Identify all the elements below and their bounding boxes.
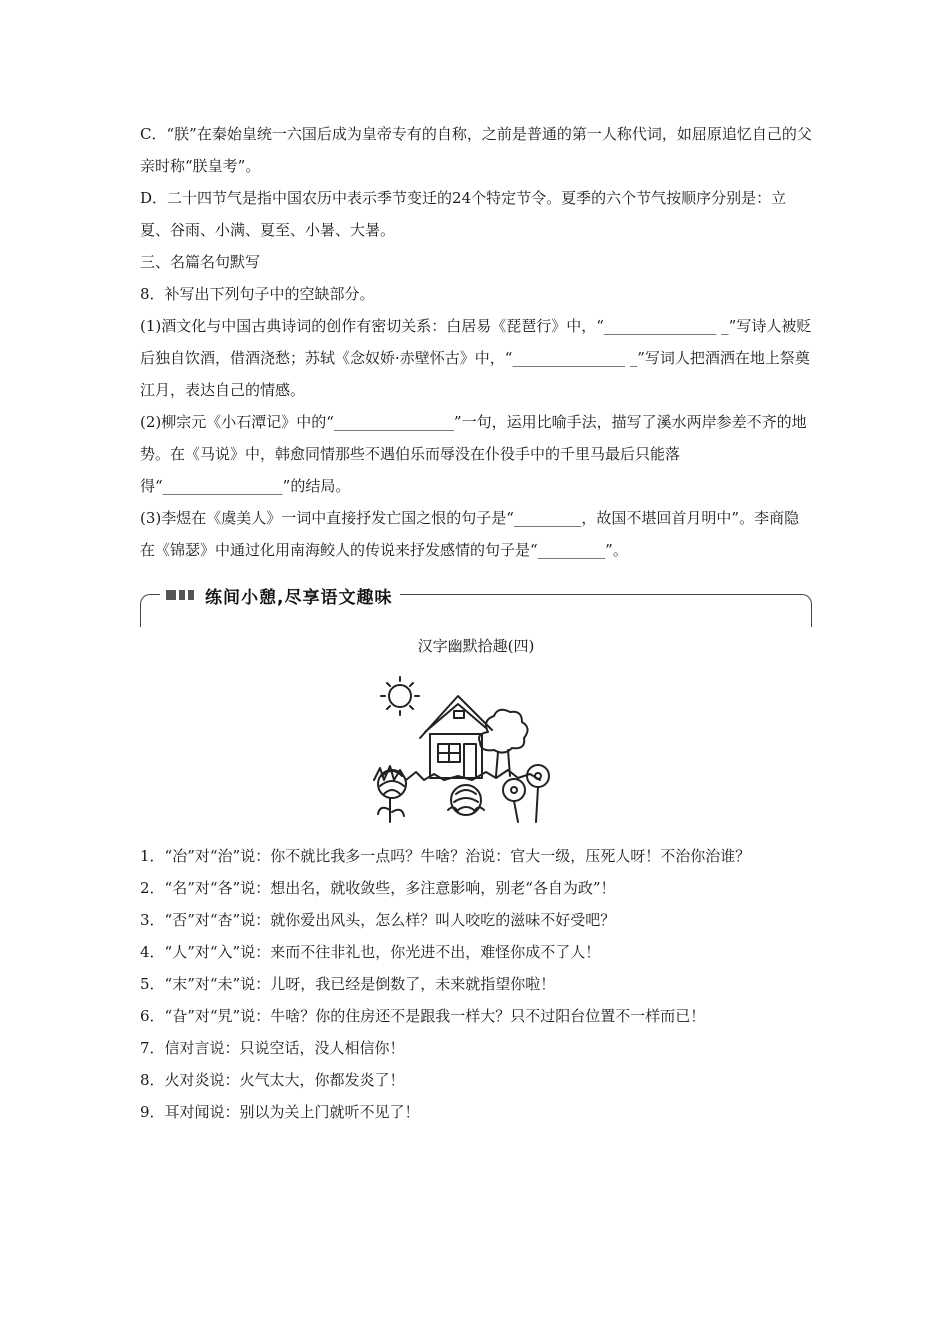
list-item: 8．火对炎说：火气太大，你都发炎了！ — [140, 1071, 405, 1089]
flower-icon — [378, 770, 406, 822]
section-title: 三、名篇名句默写 — [140, 253, 261, 271]
tree-icon — [479, 710, 528, 776]
banner-title: 练间小憩,尽享语文趣味 — [205, 587, 393, 608]
list-item: 2．“名”对“各”说：想出名，就收敛些，多注意影响，别老“各自为政”！ — [140, 879, 616, 897]
house-icon — [420, 696, 492, 778]
banner-heading — [160, 582, 400, 608]
list-item: 6．“旮”对“旯”说：牛啥？你的住房还不是跟我一样大？只不过阳台位置不一样而已！ — [140, 1007, 706, 1025]
question-8: 8．补写出下列句子中的空缺部分。 — [140, 285, 375, 303]
question-8-item-3: (3)李煜在《虞美人》一词中直接抒发亡国之恨的句子是“_________，故国不堪回首月明中”。李商隐在《锦瑟》中通过化用南海鲛人的传说来抒发感情的句子是“_________”。 — [140, 509, 800, 559]
list-item: 9．耳对闻说：别以为关上门就听不见了！ — [140, 1103, 420, 1121]
article-title: 汉字幽默拾趣(四) — [417, 637, 535, 655]
sun-icon — [381, 677, 419, 715]
option-d: D．二十四节气是指中国农历中表示季节变迁的24个特定节令。夏季的六个节气按顺序分别是：立夏、谷雨、小满、夏至、小暑、大暑。 — [140, 189, 787, 239]
list-item: 7．信对言说：只说空话，没人相信你！ — [140, 1039, 405, 1057]
section-banner — [140, 582, 812, 628]
list-item: 5．“末”对“未”说：儿呀，我已经是倒数了，未来就指望你啦！ — [140, 975, 556, 993]
question-8-item-2: (2)柳宗元《小石潭记》中的“________________”一句，运用比喻手法，描写了溪水两岸参差不齐的地势。在《马说》中，韩愈同情那些不遇伯乐而辱没在仆役手中的千里马最后只能落得“________________”的结局。 — [140, 413, 807, 495]
jokes-list — [140, 840, 812, 1128]
house-sun-flowers-illustration — [368, 672, 568, 838]
list-item: 4．“人”对“入”说：来而不往非礼也，你光进不出，难怪你成不了人！ — [140, 943, 601, 961]
list-item: 1．“冶”对“治”说：你不就比我多一点吗？牛啥？治说：官大一级，压死人呀！不治你治谁？ — [140, 847, 751, 865]
exercise-section — [140, 118, 812, 566]
bars-icon — [166, 590, 197, 600]
list-item: 3．“否”对“杏”说：就你爱出风头，怎么样？叫人咬吃的滋味不好受吧？ — [140, 911, 616, 929]
option-c: C．“朕”在秦始皇统一六国后成为皇帝专有的自称，之前是普通的第一人称代词，如屈原追忆自己的父亲时称“朕皇考”。 — [140, 125, 812, 175]
question-8-item-1: (1)酒文化与中国古典诗词的创作有密切关系：白居易《琵琶行》中，“_______________ _”写诗人被贬后独自饮酒，借酒浇愁；苏轼《念奴娇·赤壁怀古》中，“_______________ _”写词人把酒洒在地上祭奠江月，表达自己的情感。 — [140, 317, 812, 399]
flower-icon — [448, 785, 484, 815]
